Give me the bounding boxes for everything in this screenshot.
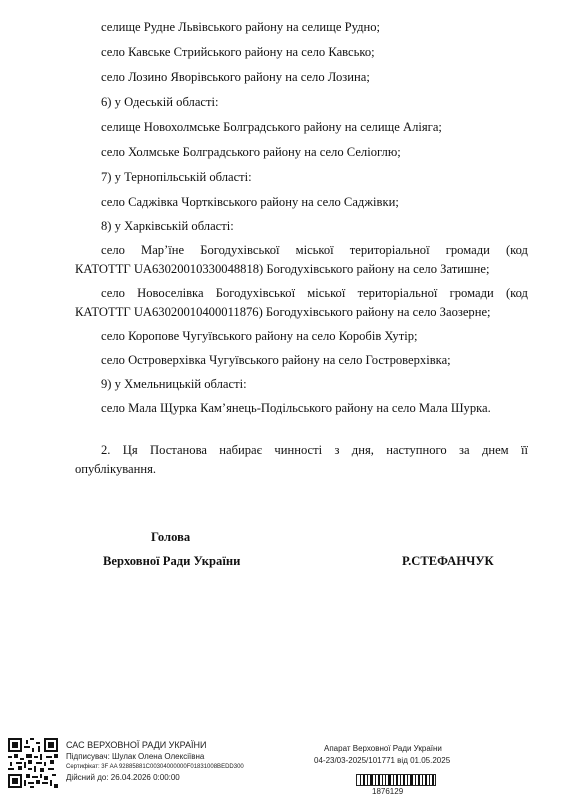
word: набирає xyxy=(219,443,263,457)
region-heading: 9) у Хмельницькій області: xyxy=(101,377,247,391)
word: (код xyxy=(505,243,528,257)
word: за xyxy=(459,443,470,457)
body-line: село Коропове Чугуївського району на село Коробів Хутір; xyxy=(101,329,418,343)
word: чинності xyxy=(274,443,323,457)
word: громади xyxy=(449,286,494,300)
word: Ця xyxy=(122,443,138,457)
region-heading: 8) у Харківській області: xyxy=(101,219,234,233)
word: днем xyxy=(481,443,509,457)
barcode-number: 1876129 xyxy=(372,787,404,796)
justified-line xyxy=(101,243,528,258)
certificate-text: Сертифікат: 3F AA 92885881C00304000000F01831008BEDD300 xyxy=(66,764,244,770)
sas-label: САС ВЕРХОВНОЇ РАДИ УКРАЇНИ xyxy=(66,740,207,750)
body-line: опублікування. xyxy=(75,462,157,476)
word: міської xyxy=(295,243,334,257)
word: з xyxy=(334,443,340,457)
region-heading: 7) у Тернопільській області: xyxy=(101,170,252,184)
word: 2. xyxy=(101,443,111,457)
word: територіальної xyxy=(357,286,438,300)
registration-number: 04-23/03-2025/101771 від 01.05.2025 xyxy=(314,756,451,765)
word: дня, xyxy=(351,443,374,457)
barcode xyxy=(356,774,436,786)
justified-line xyxy=(101,443,528,458)
word: громади xyxy=(445,243,490,257)
signature-title: Верховної Ради України xyxy=(103,554,241,568)
word: Мар’їне xyxy=(141,243,185,257)
body-line: селище Рудне Львівського району на селище Рудно; xyxy=(101,20,381,34)
word: наступного xyxy=(386,443,447,457)
qr-code-icon xyxy=(8,738,58,788)
region-heading: 6) у Одеській області: xyxy=(101,95,219,109)
signature-name: Р.СТЕФАНЧУК xyxy=(402,554,494,568)
word: Богодухівської xyxy=(215,286,296,300)
body-line: село Островерхівка Чугуївського району на село Гостроверхівка; xyxy=(101,353,451,367)
signer-text: Підписувач: Шулак Олена Олексіївна xyxy=(66,752,205,761)
word: Богодухівської xyxy=(200,243,280,257)
body-line: селище Новохолмське Болградського району на селище Аліяга; xyxy=(101,120,442,134)
word: міської xyxy=(307,286,346,300)
word: село xyxy=(101,286,125,300)
signature-title: Голова xyxy=(151,530,191,544)
word: Новоселівка xyxy=(137,286,204,300)
validity-text: Дійсний до: 26.04.2026 0:00:00 xyxy=(66,773,180,782)
word: її xyxy=(520,443,528,457)
body-line: село Мала Щурка Кам’янець-Подільського району на село Мала Шурка. xyxy=(101,401,491,415)
body-line: КАТОТТГ UA63020010330048818) Богодухівського району на село Затишне; xyxy=(75,262,490,276)
word: територіальної xyxy=(349,243,430,257)
word: село xyxy=(101,243,125,257)
word: Постанова xyxy=(150,443,207,457)
body-line: село Саджівка Чортківського району на село Саджівки; xyxy=(101,195,399,209)
body-line: село Холмське Болградського району на село Селіоглю; xyxy=(101,145,401,159)
justified-line xyxy=(101,286,528,301)
body-line: село Лозино Яворівського району на село Лозина; xyxy=(101,70,370,84)
body-line: КАТОТТГ UA63020010400011876) Богодухівського району на село Заозерне; xyxy=(75,305,491,319)
body-line: село Кавське Стрийського району на село Кавсько; xyxy=(101,45,375,59)
word: (код xyxy=(505,286,528,300)
apparatus-label: Апарат Верховної Ради України xyxy=(324,744,442,753)
